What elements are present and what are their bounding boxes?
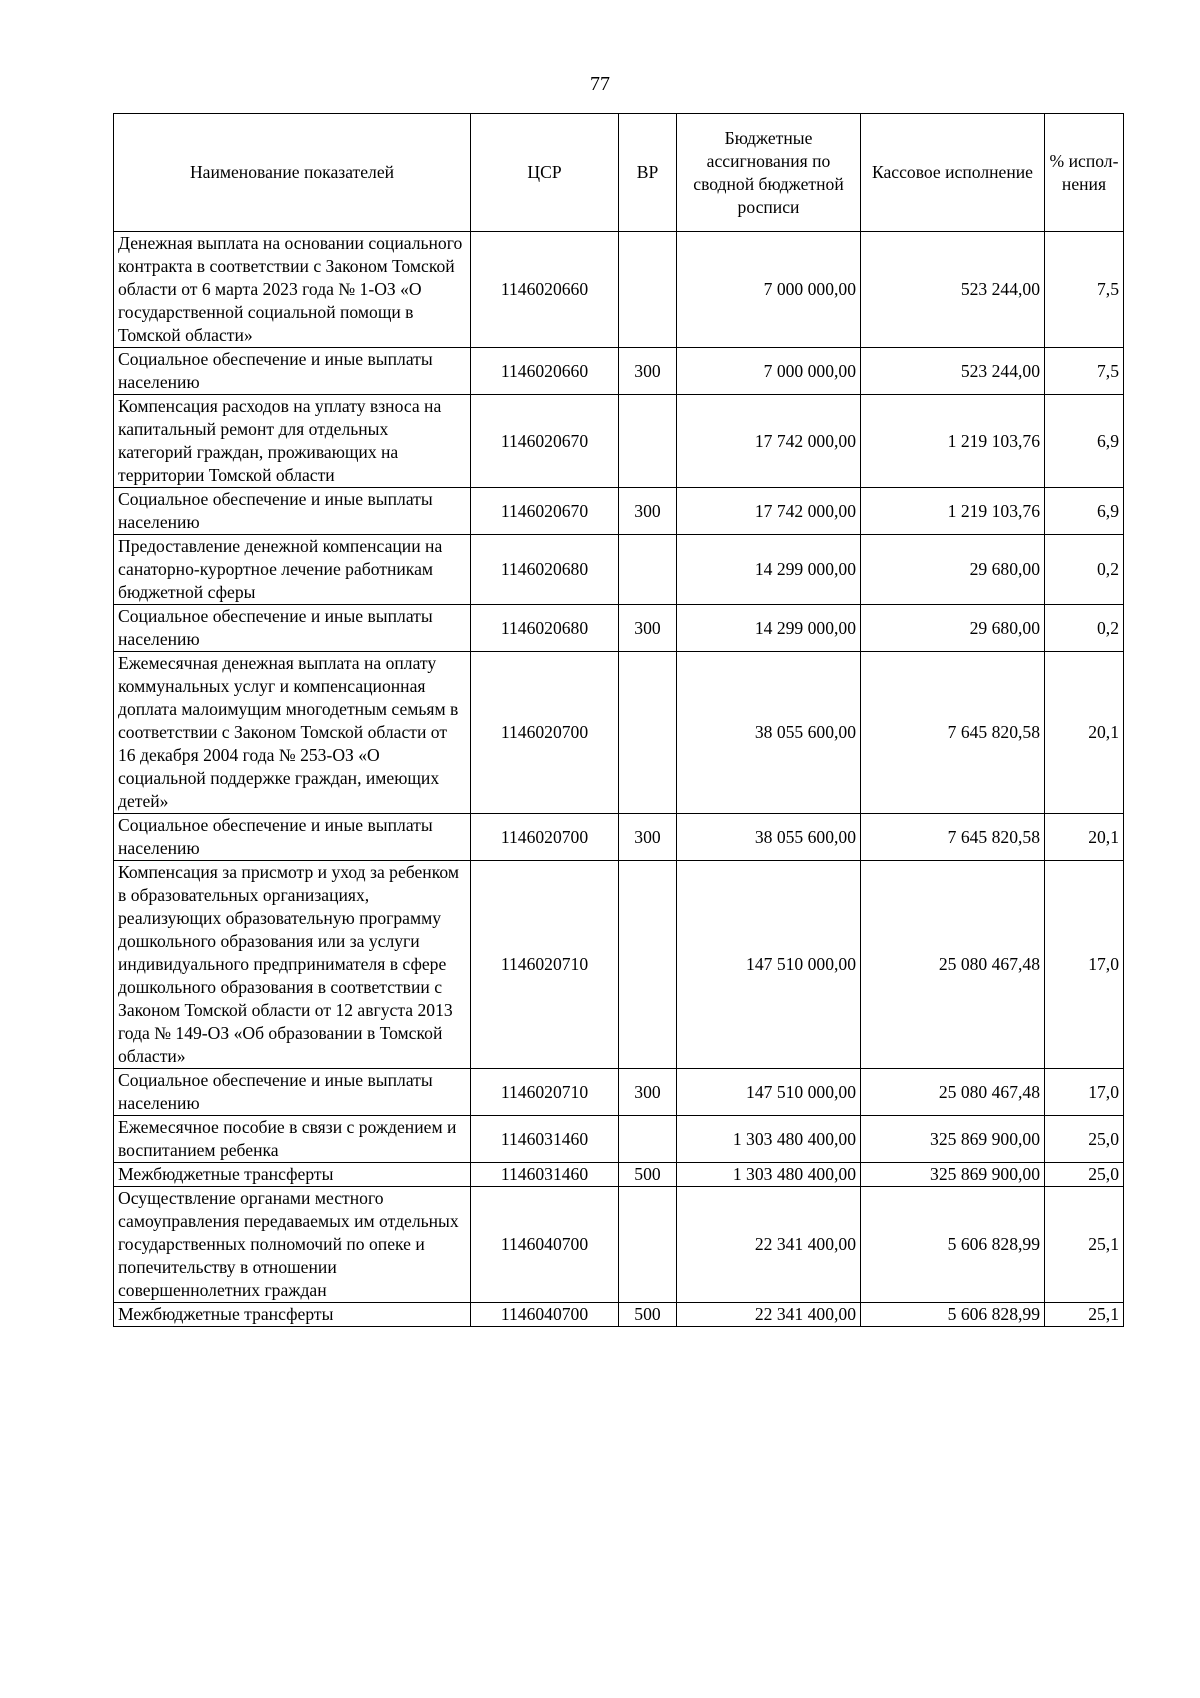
header-percent: % испол-нения xyxy=(1045,114,1124,232)
table-row xyxy=(114,1116,1124,1163)
row-budget: 7 000 000,00 xyxy=(677,348,861,395)
row-csr: 1146020700 xyxy=(471,652,619,814)
row-name: Межбюджетные трансферты xyxy=(114,1163,471,1187)
row-vr: 300 xyxy=(619,488,677,535)
table-row xyxy=(114,652,1124,814)
row-vr xyxy=(619,1116,677,1163)
row-cash: 523 244,00 xyxy=(861,232,1045,348)
row-vr xyxy=(619,861,677,1069)
row-csr: 1146040700 xyxy=(471,1187,619,1303)
row-csr: 1146020700 xyxy=(471,814,619,861)
row-percent: 17,0 xyxy=(1045,861,1124,1069)
row-name: Социальное обеспечение и иные выплаты населению xyxy=(114,348,471,395)
row-percent: 25,1 xyxy=(1045,1303,1124,1327)
table-row xyxy=(114,488,1124,535)
row-budget: 38 055 600,00 xyxy=(677,814,861,861)
row-csr: 1146020710 xyxy=(471,1069,619,1116)
row-budget: 1 303 480 400,00 xyxy=(677,1163,861,1187)
row-cash: 1 219 103,76 xyxy=(861,395,1045,488)
row-budget: 1 303 480 400,00 xyxy=(677,1116,861,1163)
table-row xyxy=(114,814,1124,861)
row-vr: 300 xyxy=(619,348,677,395)
page-number: 77 xyxy=(590,73,610,95)
row-percent: 6,9 xyxy=(1045,395,1124,488)
row-budget: 38 055 600,00 xyxy=(677,652,861,814)
table-row xyxy=(114,1187,1124,1303)
row-csr: 1146020660 xyxy=(471,348,619,395)
row-csr: 1146020660 xyxy=(471,232,619,348)
row-percent: 20,1 xyxy=(1045,652,1124,814)
row-budget: 22 341 400,00 xyxy=(677,1187,861,1303)
row-name: Межбюджетные трансферты xyxy=(114,1303,471,1327)
row-name: Социальное обеспечение и иные выплаты населению xyxy=(114,1069,471,1116)
row-csr: 1146031460 xyxy=(471,1163,619,1187)
row-vr xyxy=(619,395,677,488)
row-percent: 25,0 xyxy=(1045,1116,1124,1163)
table-row xyxy=(114,1163,1124,1187)
table-row xyxy=(114,1303,1124,1327)
table-row xyxy=(114,535,1124,605)
row-percent: 0,2 xyxy=(1045,535,1124,605)
row-percent: 17,0 xyxy=(1045,1069,1124,1116)
table-row xyxy=(114,232,1124,348)
row-budget: 22 341 400,00 xyxy=(677,1303,861,1327)
row-cash: 7 645 820,58 xyxy=(861,814,1045,861)
row-name: Социальное обеспечение и иные выплаты населению xyxy=(114,605,471,652)
row-percent: 20,1 xyxy=(1045,814,1124,861)
row-budget: 7 000 000,00 xyxy=(677,232,861,348)
row-name: Компенсация расходов на уплату взноса на капитальный ремонт для отдельных категорий граждан, проживающих на территории Томской области xyxy=(114,395,471,488)
row-vr: 300 xyxy=(619,605,677,652)
row-budget: 14 299 000,00 xyxy=(677,535,861,605)
header-csr: ЦСР xyxy=(471,114,619,232)
row-csr: 1146020680 xyxy=(471,535,619,605)
row-csr: 1146020670 xyxy=(471,488,619,535)
row-cash: 29 680,00 xyxy=(861,605,1045,652)
row-vr xyxy=(619,652,677,814)
budget-execution-table xyxy=(113,113,1124,1327)
table-header-row xyxy=(114,114,1124,232)
row-name: Денежная выплата на основании социального контракта в соответствии с Законом Томской области от 6 марта 2023 года № 1-ОЗ «О государственной социальной помощи в Томской области» xyxy=(114,232,471,348)
row-budget: 147 510 000,00 xyxy=(677,1069,861,1116)
row-cash: 25 080 467,48 xyxy=(861,861,1045,1069)
row-name: Осуществление органами местного самоуправления передаваемых им отдельных государственных полномочий по опеке и попечительству в отношении совершеннолетних граждан xyxy=(114,1187,471,1303)
row-percent: 7,5 xyxy=(1045,232,1124,348)
row-csr: 1146020680 xyxy=(471,605,619,652)
row-cash: 5 606 828,99 xyxy=(861,1187,1045,1303)
header-name: Наименование показателей xyxy=(114,114,471,232)
row-budget: 17 742 000,00 xyxy=(677,488,861,535)
row-csr: 1146020710 xyxy=(471,861,619,1069)
row-csr: 1146031460 xyxy=(471,1116,619,1163)
row-vr: 500 xyxy=(619,1163,677,1187)
row-vr xyxy=(619,535,677,605)
row-vr xyxy=(619,232,677,348)
table-row xyxy=(114,1069,1124,1116)
header-cash: Кассовое исполнение xyxy=(861,114,1045,232)
row-percent: 7,5 xyxy=(1045,348,1124,395)
row-cash: 1 219 103,76 xyxy=(861,488,1045,535)
row-percent: 6,9 xyxy=(1045,488,1124,535)
row-name: Предоставление денежной компенсации на санаторно-курортное лечение работникам бюджетной сферы xyxy=(114,535,471,605)
row-vr: 300 xyxy=(619,1069,677,1116)
row-cash: 25 080 467,48 xyxy=(861,1069,1045,1116)
row-percent: 25,0 xyxy=(1045,1163,1124,1187)
row-percent: 25,1 xyxy=(1045,1187,1124,1303)
row-name: Компенсация за присмотр и уход за ребенком в образовательных организациях, реализующих образовательную программу дошкольного образования или за услуги индивидуального предпринимателя в сфере дошкольного образования в соответствии с Законом Томской области от 12 августа 2013 года № 149-ОЗ «Об образовании в Томской области» xyxy=(114,861,471,1069)
row-csr: 1146040700 xyxy=(471,1303,619,1327)
table-row xyxy=(114,605,1124,652)
row-cash: 5 606 828,99 xyxy=(861,1303,1045,1327)
row-name: Ежемесячное пособие в связи с рождением и воспитанием ребенка xyxy=(114,1116,471,1163)
row-cash: 7 645 820,58 xyxy=(861,652,1045,814)
row-percent: 0,2 xyxy=(1045,605,1124,652)
header-vr: ВР xyxy=(619,114,677,232)
row-budget: 147 510 000,00 xyxy=(677,861,861,1069)
row-vr: 300 xyxy=(619,814,677,861)
row-name: Социальное обеспечение и иные выплаты населению xyxy=(114,814,471,861)
row-cash: 29 680,00 xyxy=(861,535,1045,605)
row-budget: 14 299 000,00 xyxy=(677,605,861,652)
table-row xyxy=(114,395,1124,488)
row-name: Социальное обеспечение и иные выплаты населению xyxy=(114,488,471,535)
row-budget: 17 742 000,00 xyxy=(677,395,861,488)
row-cash: 325 869 900,00 xyxy=(861,1116,1045,1163)
row-vr xyxy=(619,1187,677,1303)
row-name: Ежемесячная денежная выплата на оплату коммунальных услуг и компенсационная доплата малоимущим многодетным семьям в соответствии с Законом Томской области от 16 декабря 2004 года № 253-ОЗ «О социальной поддержке граждан, имеющих детей» xyxy=(114,652,471,814)
header-budget: Бюджетные ассигнования по сводной бюджетной росписи xyxy=(677,114,861,232)
row-cash: 325 869 900,00 xyxy=(861,1163,1045,1187)
table-row xyxy=(114,348,1124,395)
row-vr: 500 xyxy=(619,1303,677,1327)
row-cash: 523 244,00 xyxy=(861,348,1045,395)
row-csr: 1146020670 xyxy=(471,395,619,488)
table-row xyxy=(114,861,1124,1069)
